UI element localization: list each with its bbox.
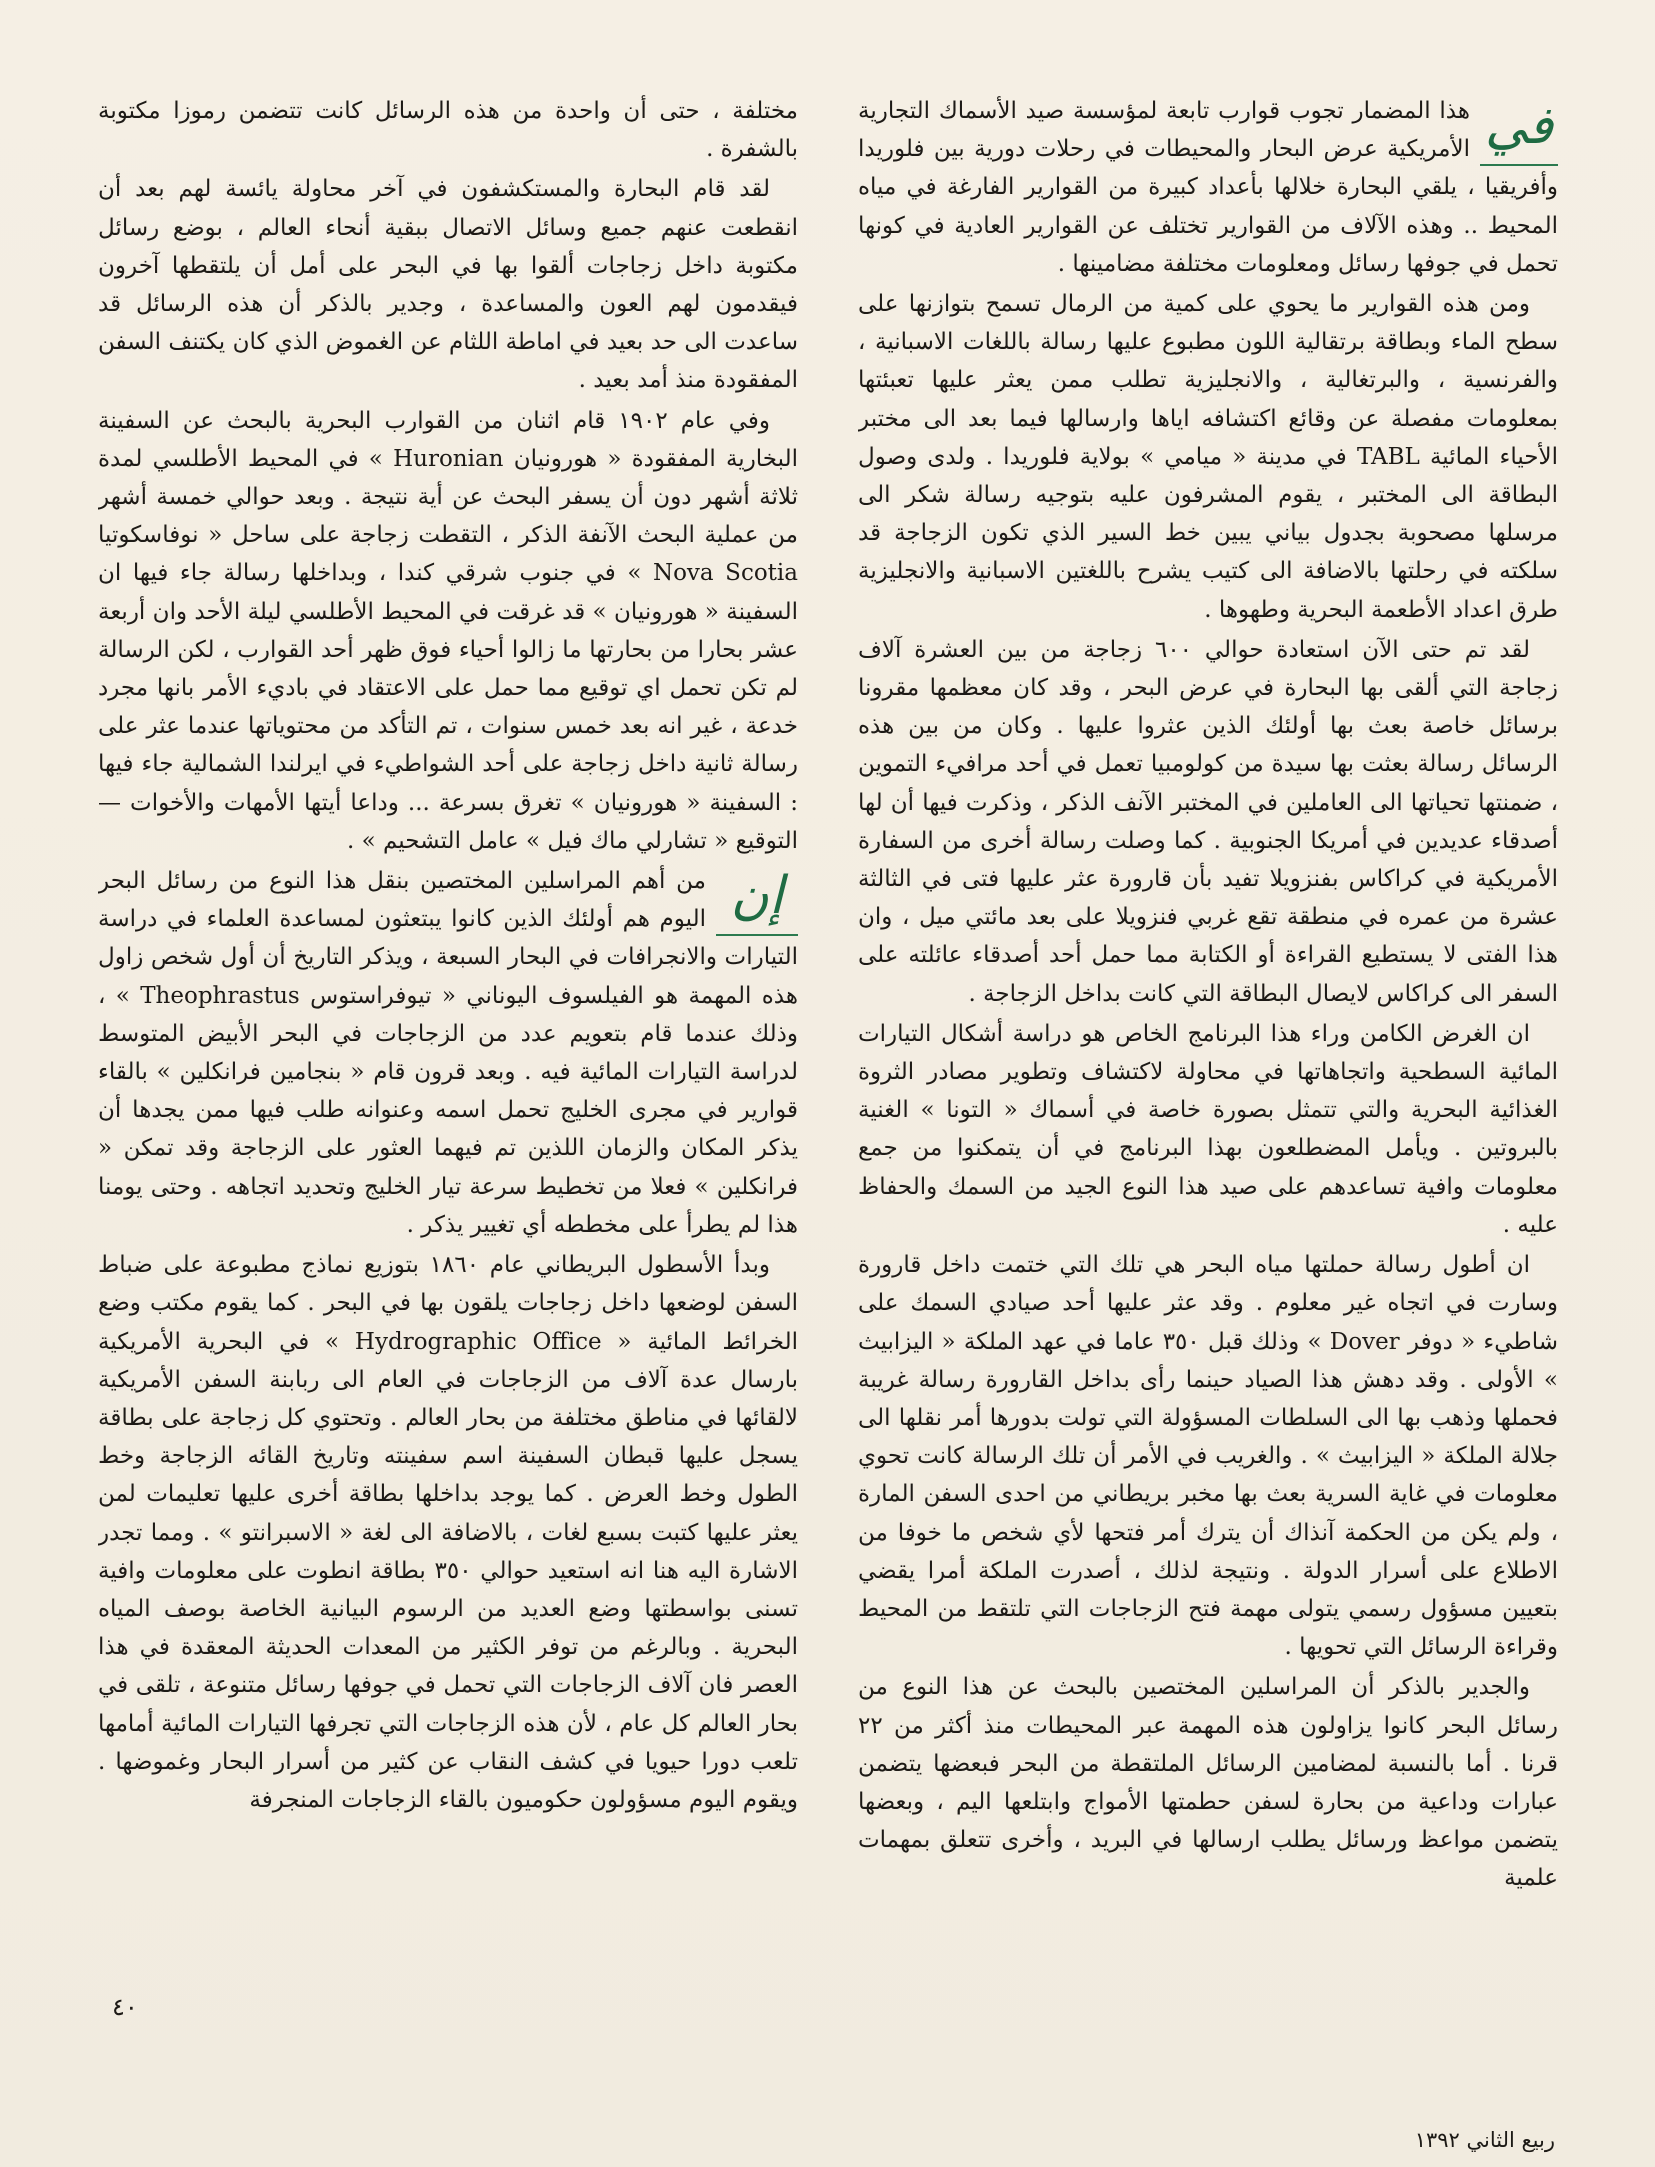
paragraph: ان أطول رسالة حملتها مياه البحر هي تلك التي ختمت داخل قارورة وسارت في اتجاه غير معلوم . وقد عثر عليها أحد صيادي السمك على شاطيء « دوفر Dover » وذلك قبل ٣٥٠ عاما في عهد الملكة « اليزابيث » الأولى . وقد دهش هذا الصياد حينما رأى بداخل القارورة رسالة غريبة فحملها وذهب بها الى السلطات المسؤولة التي تولت بدورها أمر نقلها الى جلالة الملكة « اليزابيث » . والغريب في الأمر أن تلك الرسالة كانت تحوي معلومات في غاية السرية بعث بها مخبر بريطاني من احدى السفن المارة ، ولم يكن من الحكمة آنذاك أن يترك أمر فتحها لأي شخص ما خوفا من الاطلاع على أسرار الدولة . ونتيجة لذلك ، أصدرت الملكة أمرا يقضي بتعيين مسؤول رسمي يتولى مهمة فتح الزجاجات التي تلتقط من المحيط وقراءة الرسائل التي تحويها . xyxy=(858,1252,1558,1661)
issue-date: ربيع الثاني ١٣٩٢ xyxy=(1414,2128,1555,2152)
right-column xyxy=(858,92,1558,2042)
paragraph: وبدأ الأسطول البريطاني عام ١٨٦٠ بتوزيع نماذج مطبوعة على ضباط السفن لوضعها داخل زجاجات يلقون بها في البحر . كما يقوم مكتب وضع الخرائط المائية « Hydrographic Office » في البحرية الأمريكية بارسال عدة آلاف من الزجاجات في العام الى ربابنة السفن الأمريكية لالقائها في مناطق مختلفة من بحار العالم . وتحتوي كل زجاجة على بطاقة يسجل عليها قبطان السفينة اسم سفينته وتاريخ القائه الزجاجة وخط الطول وخط العرض . كما يوجد بداخلها بطاقة أخرى عليها تعليمات لمن يعثر عليها كتبت بسبع لغات ، بالاضافة الى لغة « الاسبرانتو » . ومما تجدر الاشارة اليه هنا انه استعيد حوالي ٣٥٠ بطاقة انطوت على معلومات وافية تسنى بواسطتها وضع العديد من الرسوم البيانية الخاصة بوصف المياه البحرية . وبالرغم من توفر الكثير من المعدات الحديثة المعقدة في هذا العصر فان آلاف الزجاجات التي تحمل في جوفها رسائل متنوعة ، تلقى في بحار العالم كل عام ، لأن هذه الزجاجات التي تجرفها التيارات المائية أمامها تلعب دورا حيويا في كشف النقاب عن كثير من أسرار البحار وغموضها . ويقوم اليوم مسؤولون حكوميون بالقاء الزجاجات المنجرفة xyxy=(98,1252,798,1813)
paragraph: لقد قام البحارة والمستكشفون في آخر محاولة يائسة لهم بعد أن انقطعت عنهم جميع وسائل الاتصال ببقية أنحاء العالم ، بوضع رسائل مكتوبة داخل زجاجات ألقوا بها في البحر على أمل أن يلتقطها آخرون فيقدمون لهم العون والمساعدة ، وجدير بالذكر أن هذه الرسائل قد ساعدت الى حد بعيد في اماطة اللثام عن الغموض الذي كان يكتنف السفن المفقودة منذ أمد بعيد . xyxy=(98,176,798,394)
article-columns xyxy=(98,92,1558,2042)
decorative-initial: في xyxy=(1480,94,1558,166)
paragraph: والجدير بالذكر أن المراسلين المختصين بالبحث عن هذا النوع من رسائل البحر كانوا يزاولون هذه المهمة عبر المحيطات منذ أكثر من ٢٢ قرنا . أما بالنسبة لمضامين الرسائل الملتقطة من البحر فبعضها يتضمن عبارات وداعية من بحارة لسفن حطمتها الأمواج وابتلعها اليم ، وبعضها يتضمن مواعظ ورسائل يطلب ارسالها في البريد ، وأخرى تتعلق بمهمات علمية xyxy=(858,1674,1558,1892)
page-number: ٤٠ xyxy=(112,1993,138,2021)
decorative-initial: إن xyxy=(716,864,798,936)
paragraph: لقد تم حتى الآن استعادة حوالي ٦٠٠ زجاجة من بين العشرة آلاف زجاجة التي ألقى بها البحارة في عرض البحر ، وقد كان معظمها مقرونا برسائل خاصة بعث بها أولئك الذين عثروا عليها . وكان من بين هذه الرسائل رسالة بعثت بها سيدة من كولومبيا تعمل في أحد مرافيء التموين ، ضمنتها تحياتها الى العاملين في المختبر الآنف الذكر ، وذكرت فيها أن لها أصدقاء عديدين في أمريكا الجنوبية . كما وصلت رسالة أخرى من السفارة الأمريكية في كراكاس بفنزويلا تفيد بأن قارورة عثر عليها فتى في الثالثة عشرة من عمره في منطقة تقع غربي فنزويلا على بعد مائتي ميل ، وان هذا الفتى لا يستطيع القراءة أو الكتابة مما حمل أحد أصدقاء عائلته على السفر الى كراكاس لايصال البطاقة التي كانت بداخل الزجاجة . xyxy=(858,636,1558,1007)
paragraph: ومن هذه القوارير ما يحوي على كمية من الرمال تسمح بتوازنها على سطح الماء وبطاقة برتقالية اللون مطبوع عليها رسالة باللغات الاسبانية ، والفرنسية ، والبرتغالية ، والانجليزية تطلب ممن يعثر عليها تعبئتها بمعلومات مفصلة عن وقائع اكتشافه اياها وارسالها فيما بعد الى مختبر الأحياء المائية TABL في مدينة « ميامي » بولاية فلوريدا . ولدى وصول البطاقة الى المختبر ، يقوم المشرفون عليه بتوجيه رسالة شكر الى مرسلها مصحوبة بجدول بياني يبين خط السير الذي تكون الزجاجة قد سلكته في رحلتها بالاضافة الى كتيب يشرح باللغتين الاسبانية والانجليزية طرق اعداد الأطعمة البحرية وطهوها . xyxy=(858,291,1558,623)
paragraph: وفي عام ١٩٠٢ قام اثنان من القوارب البحرية بالبحث عن السفينة البخارية المفقودة « هورونيان Huronian » في المحيط الأطلسي لمدة ثلاثة أشهر دون أن يسفر البحث عن أية نتيجة . وبعد حوالي خمسة أشهر من عملية البحث الآنفة الذكر ، التقطت زجاجة على ساحل « نوفاسكوتيا Nova Scotia » في جنوب شرقي كندا ، وبداخلها رسالة جاء فيها ان السفينة « هورونيان » قد غرقت في المحيط الأطلسي ليلة الأحد وان أربعة عشر بحارا من بحارتها ما زالوا أحياء فوق ظهر أحد القوارب ، لكن الرسالة لم تكن تحمل اي توقيع مما حمل على الاعتقاد في باديء الأمر بانها مجرد خدعة ، غير انه بعد خمس سنوات ، تم التأكد من محتوياتها عندما عثر على رسالة ثانية داخل زجاجة على أحد الشواطيء في ايرلندا الشمالية جاء فيها : السفينة « هورونيان » تغرق بسرعة ... وداعا أيتها الأمهات والأخوات — التوقيع « تشارلي ماك فيل » عامل التشحيم » . xyxy=(98,407,798,854)
paragraph: من أهم المراسلين المختصين بنقل هذا النوع من رسائل البحر اليوم هم أولئك الذين كانوا يبتعثون لمساعدة العلماء في دراسة التيارات والانجرافات في البحار السبعة ، ويذكر التاريخ أن أول شخص زاول هذه المهمة هو الفيلسوف اليوناني « تيوفراستوس Theophrastus » ، وذلك عندما قام بتعويم عدد من الزجاجات في البحر الأبيض المتوسط لدراسة التيارات المائية فيه . وبعد قرون قام « بنجامين فرانكلين » بالقاء قوارير في مجرى الخليج تحمل اسمه وعنوانه طلب فيها ممن يجدها أن يذكر المكان والزمان اللذين تم فيهما العثور على الزجاجة وقد تمكن « فرانكلين » فعلا من تخطيط سرعة تيار الخليج وتحديد اتجاهه . وحتى يومنا هذا لم يطرأ على مخططه أي تغيير يذكر . xyxy=(98,868,798,1238)
paragraph: هذا المضمار تجوب قوارب تابعة لمؤسسة صيد الأسماك التجارية الأمريكية عرض البحار والمحيطات في رحلات دورية بين فلوريدا وأفريقيا ، يلقي البحارة خلالها بأعداد كبيرة من القوارير الفارغة في مياه المحيط .. وهذه الآلاف من القوارير تختلف عن القوارير العادية في كونها تحمل في جوفها رسائل ومعلومات مختلفة مضامينها . xyxy=(858,98,1558,277)
paragraph: مختلفة ، حتى أن واحدة من هذه الرسائل كانت تتضمن رموزا مكتوبة بالشفرة . xyxy=(98,98,798,163)
left-column xyxy=(98,92,798,2042)
paragraph: ان الغرض الكامن وراء هذا البرنامج الخاص هو دراسة أشكال التيارات المائية السطحية واتجاهاتها في محاولة لاكتشاف وتطوير مصادر الثروة الغذائية البحرية والتي تتمثل بصورة خاصة في أسماك « التونا » الغنية بالبروتين . ويأمل المضطلعون بهذا البرنامج في أن يتمكنوا من جمع معلومات وافية تساعدهم على صيد هذا النوع الجيد من السمك والحفاظ عليه . xyxy=(858,1020,1558,1238)
